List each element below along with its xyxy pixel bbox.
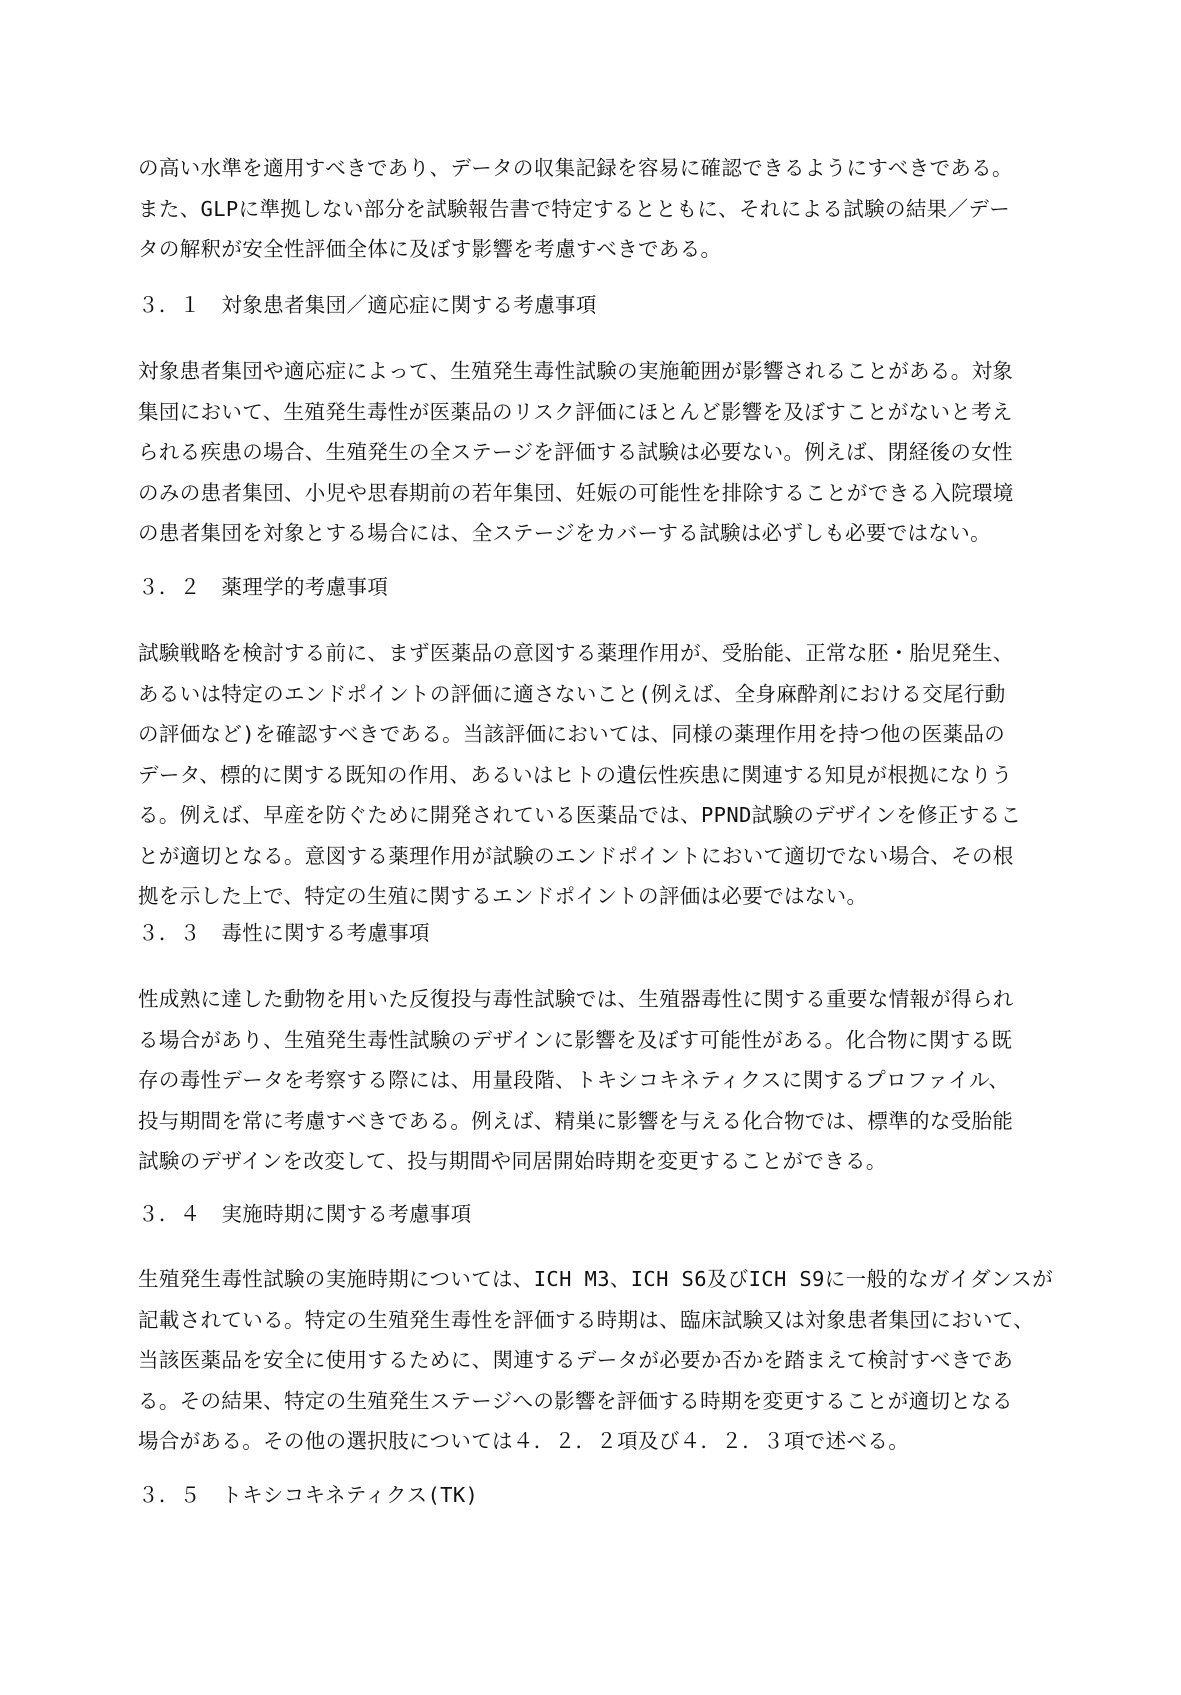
intro-paragraph: の高い水準を適用すべきであり、データの収集記録を容易に確認できるようにすべきである。 また、GLPに準拠しない部分を試験報告書で特定するとともに、それによる試験の結果／デー タの解釈が安全性評価全体に及ぼす影響を考慮すべきである。 — [138, 156, 1013, 261]
section-heading-3-2: ３．２ 薬理学的考慮事項 — [138, 575, 389, 599]
section-body-3-1: 対象患者集団や適応症によって、生殖発生毒性試験の実施範囲が影響されることがある。対象 集団において、生殖発生毒性が医薬品のリスク評価にほとんど影響を及ぼすことがないと考え られる疾患の場合、生殖発生の全ステージを評価する試験は必要ない。例えば、閉経後の女性 のみの患者集団、小児や思春期前の若年集団、妊娠の可能性を排除することができる入院環境 の患者集団を対象とする場合には、全ステージをカバーする試験は必ずしも必要ではない。 — [138, 359, 1014, 545]
section-heading-3-3: ３．３ 毒性に関する考慮事項 — [138, 921, 430, 945]
section-body-3-2: 試験戦略を検討する前に、まず医薬品の意図する薬理作用が、受胎能、正常な胚・胎児発生、 あるいは特定のエンドポイントの評価に適さないこと(例えば、全身麻酔剤における交尾行動 の評価など)を確認すべきである。当該評価においては、同様の薬理作用を持つ他の医薬品の データ、標的に関する既知の作用、あるいはヒトの遺伝性疾患に関連する知見が根拠になりう る。例えば、早産を防ぐために開発されている医薬品では、PPND試験のデザインを修正するこ とが適切となる。意図する薬理作用が試験のエンドポイントにおいて適切でない場合、その根 拠を示した上で、特定の生殖に関するエンドポイントの評価は必要ではない。 — [138, 641, 1022, 908]
section-heading-3-4: ３．４ 実施時期に関する考慮事項 — [138, 1202, 472, 1226]
section-body-3-3: 性成熟に達した動物を用いた反復投与毒性試験では、生殖器毒性に関する重要な情報が得られ る場合があり、生殖発生毒性試験のデザインに影響を及ぼす可能性がある。化合物に関する既 存の毒性データを考察する際には、用量段階、トキシコキネティクスに関するプロファイル、 投与期間を常に考慮すべきである。例えば、精巣に影響を与える化合物では、標準的な受胎能 試験のデザインを改変して、投与期間や同居開始時期を変更することができる。 — [138, 987, 1014, 1173]
section-heading-3-1: ３．１ 対象患者集団／適応症に関する考慮事項 — [138, 293, 597, 317]
section-body-3-4: 生殖発生毒性試験の実施時期については、ICH M3、ICH S6及びICH S9に一般的なガイダンスが 記載されている。特定の生殖発生毒性を評価する時期は、臨床試験又は対象患者集団において、 当該医薬品を安全に使用するために、関連するデータが必要か否かを踏まえて検討すべきであ る。その結果、特定の生殖発生ステージへの影響を評価する時期を変更することが適切となる 場合がある。その他の選択肢については４．２．２項及び４．２．３項で述べる。 — [138, 1267, 1054, 1453]
section-heading-3-5: ３．５ トキシコキネティクス(TK) — [138, 1483, 479, 1507]
